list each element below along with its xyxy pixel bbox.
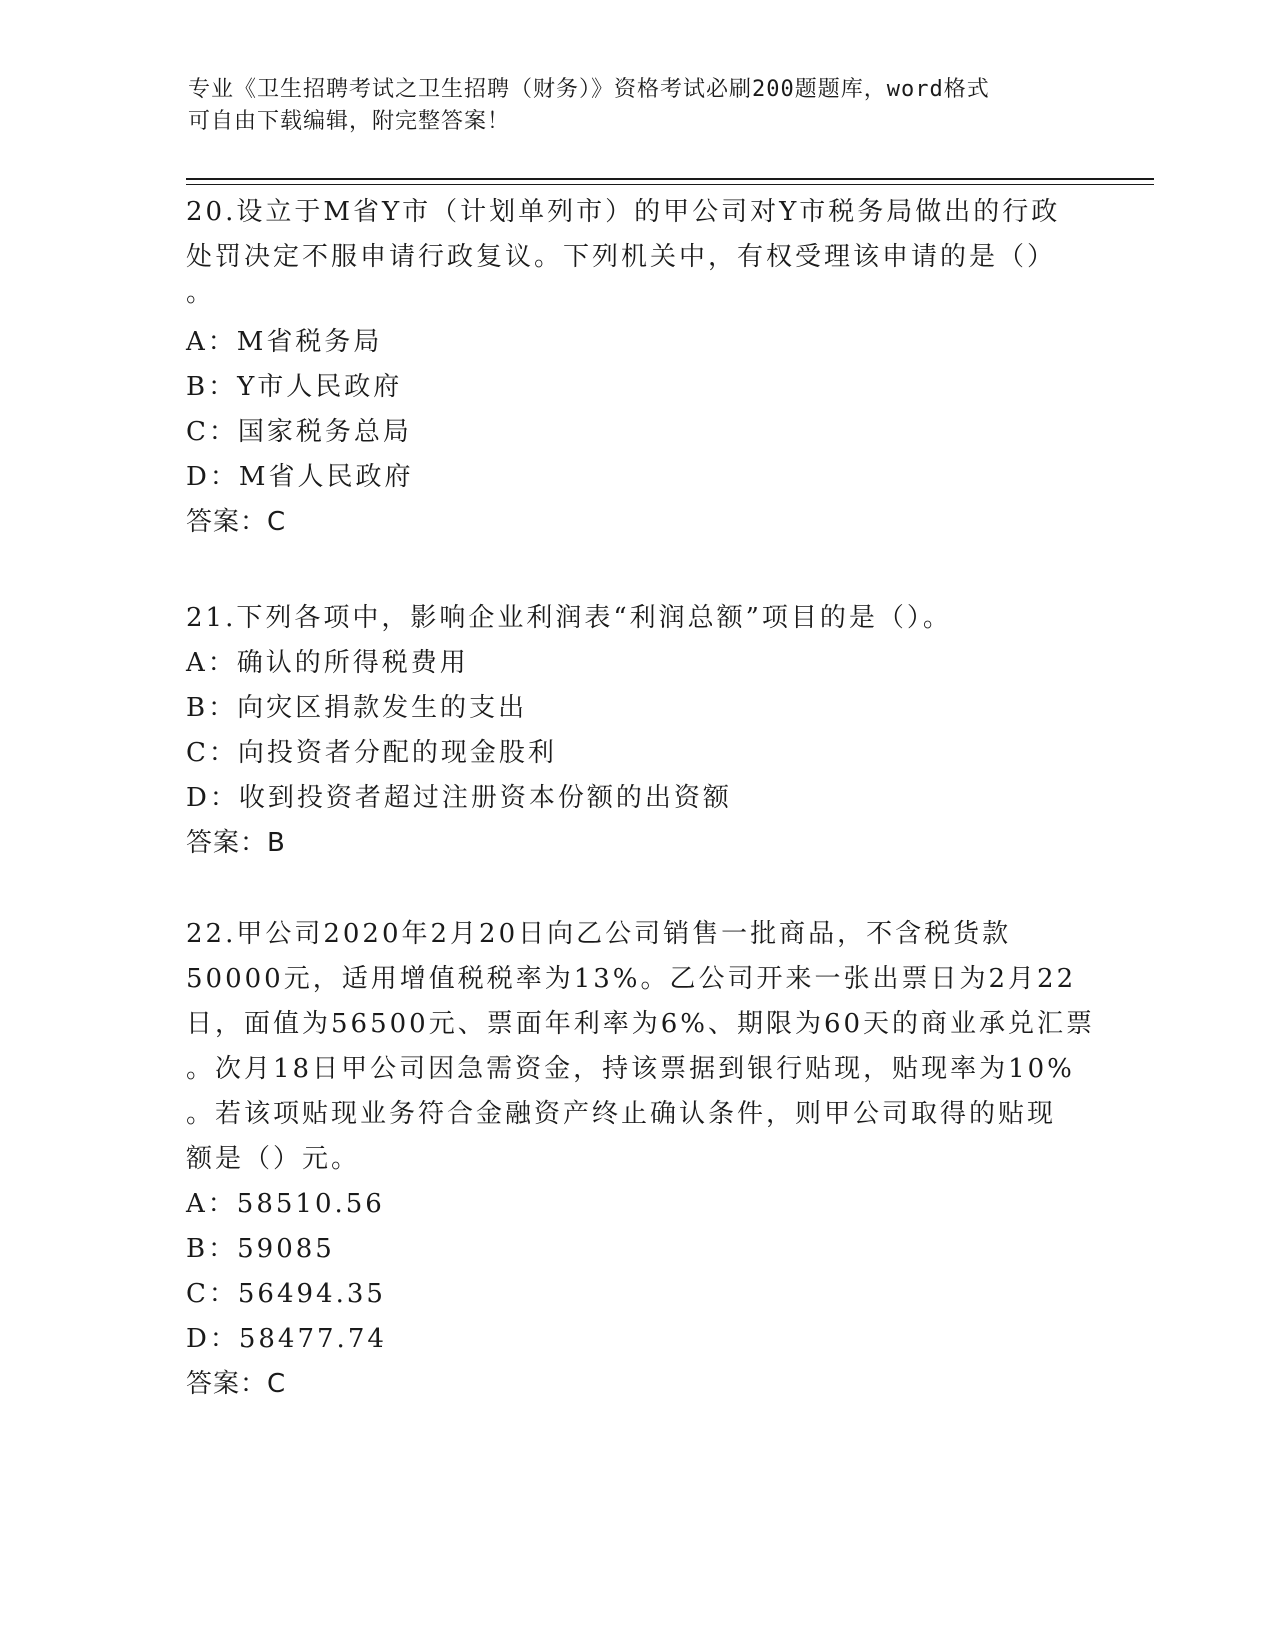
- question-21: [186, 596, 1086, 866]
- question-stem-line: 。次月18日甲公司因急需资金，持该票据到银行贴现，贴现率为10%: [186, 1054, 1075, 1084]
- question-stem-line: 50000元，适用增值税税率为13%。乙公司开来一张出票日为2月22: [186, 964, 1077, 994]
- option-d: D：M省人民政府: [186, 462, 414, 492]
- question-stem-line: 22.甲公司2020年2月20日向乙公司销售一批商品，不含税货款: [186, 919, 1012, 949]
- option-a: A：确认的所得税费用: [186, 648, 469, 678]
- question-stem-line: 20.设立于M省Y市（计划单列市）的甲公司对Y市税务局做出的行政: [186, 197, 1061, 227]
- option-b: B：59085: [186, 1234, 335, 1264]
- question-stem-line: 21.下列各项中，影响企业利润表“利润总额”项目的是（）。: [186, 603, 952, 633]
- question-stem-line: 处罚决定不服申请行政复议。下列机关中，有权受理该申请的是（）: [186, 242, 1057, 272]
- question-stem-line: 额是（）元。: [186, 1144, 361, 1174]
- question-stem-line: 。若该项贴现业务符合金融资产终止确认条件，则甲公司取得的贴现: [186, 1099, 1057, 1129]
- option-c: C：国家税务总局: [186, 417, 412, 447]
- header-line-1: 专业《卫生招聘考试之卫生招聘（财务）》资格考试必刷200题题库，word格式: [188, 77, 990, 102]
- question-22: [186, 912, 1096, 1407]
- answer-label: 答案：B: [186, 828, 286, 858]
- question-20: [186, 190, 1086, 545]
- header-divider-thin: [186, 184, 1154, 185]
- option-b: B：Y市人民政府: [186, 372, 403, 402]
- answer-label: 答案：C: [186, 507, 287, 537]
- answer-label: 答案：C: [186, 1369, 287, 1399]
- header-line-2: 可自由下载编辑，附完整答案！: [188, 109, 511, 134]
- option-b: B：向灾区捐款发生的支出: [186, 693, 528, 723]
- header-divider-thick: [186, 178, 1154, 180]
- question-stem-line: 日，面值为56500元、票面年利率为6%、期限为60天的商业承兑汇票: [186, 1009, 1096, 1039]
- document-header: [188, 74, 1088, 138]
- option-c: C：56494.35: [186, 1279, 386, 1309]
- option-a: A：M省税务局: [186, 327, 383, 357]
- question-stem-line: 。: [186, 278, 216, 308]
- option-c: C：向投资者分配的现金股利: [186, 738, 557, 768]
- option-a: A：58510.56: [186, 1189, 385, 1219]
- option-d: D：收到投资者超过注册资本份额的出资额: [186, 783, 732, 813]
- option-d: D：58477.74: [186, 1324, 387, 1354]
